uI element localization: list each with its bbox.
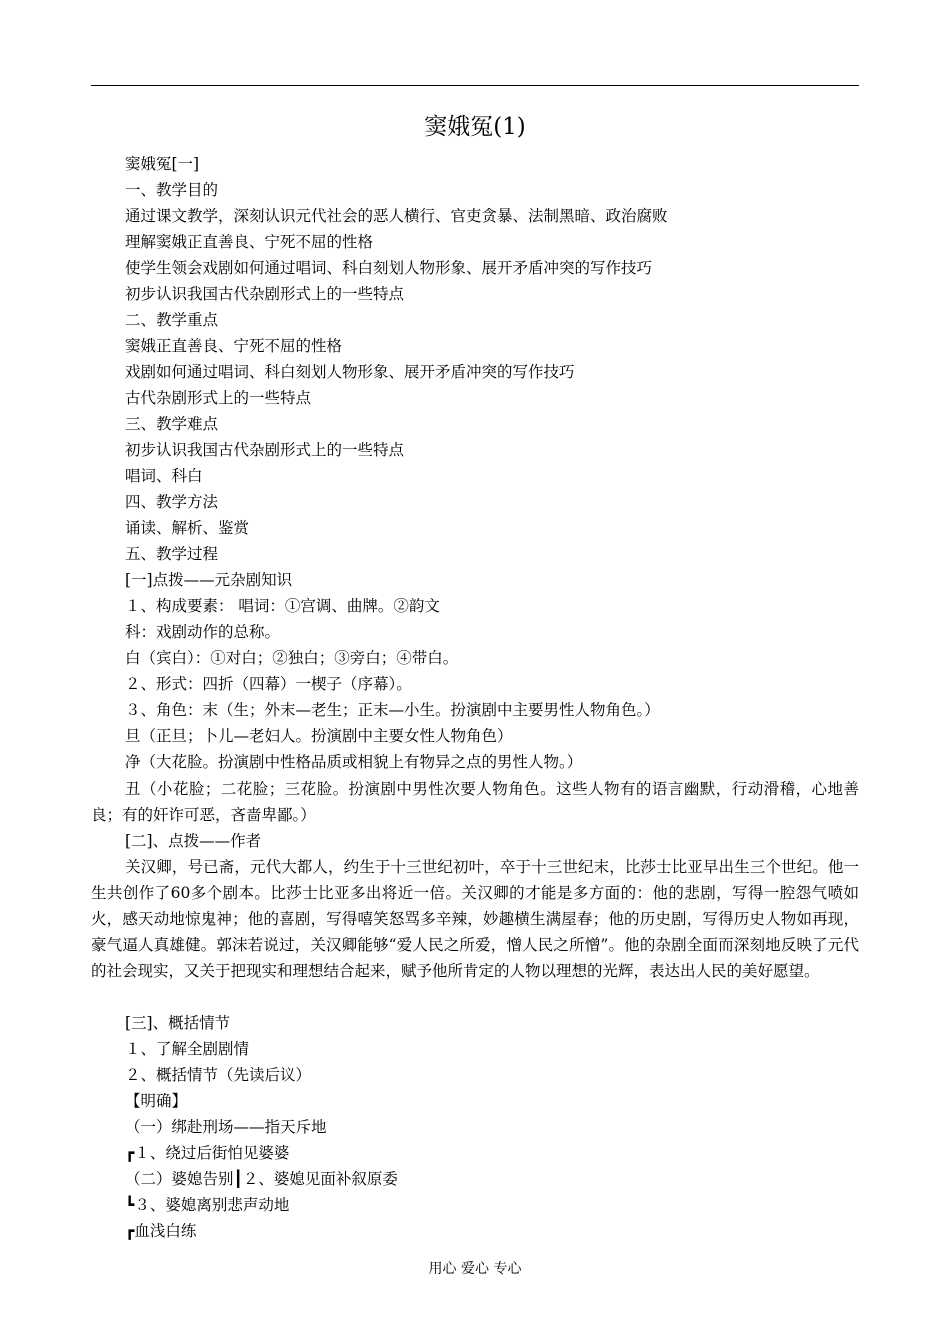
text-line-10: 三、教学难点 — [125, 415, 219, 433]
header-rule — [91, 85, 859, 86]
text-line-15: 五、教学过程 — [125, 545, 219, 563]
text-line-20: ２、形式：四折（四幕）一楔子（序幕）。 — [125, 675, 412, 693]
page-footer: 用心 爱心 专心 — [428, 1261, 522, 1277]
text-line-8: 戏剧如何通过唱词、科白刻划人物形象、展开矛盾冲突的写作技巧 — [125, 363, 575, 381]
text-line-lower-2: ２、概括情节（先读后议） — [125, 1066, 312, 1084]
text-line-3: 理解窦娥正直善良、宁死不屈的性格 — [125, 233, 374, 251]
text-line-18: 科：戏剧动作的总称。 — [125, 623, 281, 641]
text-line-14: 诵读、解析、鉴赏 — [125, 519, 250, 537]
text-line-lower-6: （二）婆媳告别┃２、婆媳见面补叙原委 — [125, 1170, 398, 1188]
text-line-9: 古代杂剧形式上的一些特点 — [125, 389, 312, 407]
section-author-heading: [二]、点拨——作者 — [125, 832, 262, 850]
text-line-6: 二、教学重点 — [125, 311, 219, 329]
text-line-12: 唱词、科白 — [125, 467, 203, 485]
text-line-lower-1: １、了解全剧剧情 — [125, 1040, 250, 1058]
text-line-22: 旦（正旦；卜儿—老妇人。扮演剧中主要女性人物角色） — [125, 727, 513, 745]
text-line-21: ３、角色：末（生；外末—老生；正末—小生。扮演剧中主要男性人物角色。） — [125, 701, 660, 719]
text-line-lower-0: [三]、概括情节 — [125, 1014, 231, 1032]
text-line-19: 白（宾白）：①对白；②独白；③旁白；④带白。 — [125, 649, 459, 667]
text-line-13: 四、教学方法 — [125, 493, 219, 511]
text-line-17: １、构成要素： 唱词：①宫调、曲牌。②韵文 — [125, 597, 440, 615]
text-line-23: 净（大花脸。扮演剧中性格品质或相貌上有物异之点的男性人物。） — [125, 753, 583, 771]
text-line-7: 窦娥正直善良、宁死不屈的性格 — [125, 337, 343, 355]
paragraph-author: 关汉卿，号已斋，元代大都人，约生于十三世纪初叶，卒于十三世纪末，比莎士比亚早出生三个世纪。他一生共创作了60多个剧本。比莎士比亚多出将近一倍。关汉卿的才能是多方面的：他的悲剧，写得一腔怨气喷如火，感天动地惊鬼神；他的喜剧，写得嘻笑怒骂多辛辣，妙趣横生满屋春；他的历史剧，写得历史人物如再现，豪气逼人真雄健。郭沫若说过，关汉卿能够“爱人民之所爱，憎人民之所憎”。他的杂剧全面而深刻地反映了元代的社会现实，又关于把现实和理想结合起来，赋予他所肯定的人物以理想的光辉，表达出人民的美好愿望。 — [91, 858, 859, 980]
text-line-lower-3: 【明确】 — [125, 1092, 188, 1110]
text-line-2: 通过课文教学，深刻认识元代社会的恶人横行、官吏贪暴、法制黑暗、政治腐败 — [125, 207, 668, 225]
text-line-1: 一、教学目的 — [125, 181, 219, 199]
text-line-lower-5: ┏１、绕过后街怕见婆婆 — [125, 1144, 290, 1162]
text-line-16: [一]点拨——元杂剧知识 — [125, 571, 293, 589]
text-line-5: 初步认识我国古代杂剧形式上的一些特点 — [125, 285, 405, 303]
text-line-lower-7: ┗３、婆媳离别悲声动地 — [125, 1196, 290, 1214]
text-line-lower-8: ┏血浅白练 — [125, 1222, 197, 1240]
paragraph-chou: 丑（小花脸；二花脸；三花脸。扮演剧中男性次要人物角色。这些人物有的语言幽默，行动滑稽，心地善良；有的奸诈可恶，吝啬卑鄙。） — [91, 780, 859, 824]
text-line-11: 初步认识我国古代杂剧形式上的一些特点 — [125, 441, 405, 459]
text-line-0: 窦娥冤[一] — [125, 155, 200, 173]
text-line-lower-4: （一）绑赴刑场——指天斥地 — [125, 1118, 327, 1136]
page-title: 窦娥冤(1) — [424, 114, 526, 140]
text-line-4: 使学生领会戏剧如何通过唱词、科白刻划人物形象、展开矛盾冲突的写作技巧 — [125, 259, 653, 277]
